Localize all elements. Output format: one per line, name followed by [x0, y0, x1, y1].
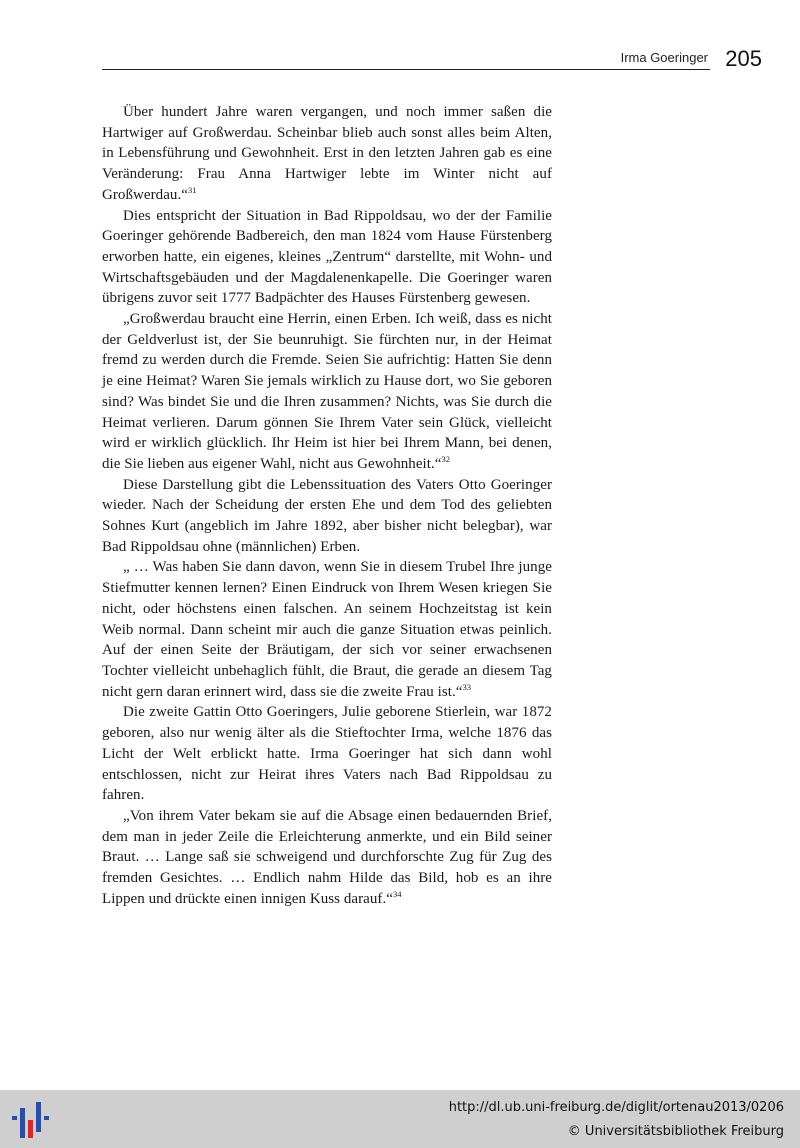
paragraph	[102, 309, 552, 475]
body-text	[102, 102, 552, 909]
paragraph	[102, 475, 552, 558]
paragraph-text: Diese Darstellung gibt die Lebenssituation des Vaters Otto Goeringer wieder. Nach der Scheidung der ersten Ehe und dem Tod des geliebten Sohnes Kurt (angeblich im Jahre 1892, aber bisher nicht belegbar), war Bad Rippoldsau ohne (männlichen) Erben.	[102, 476, 552, 555]
page-number: 205	[725, 46, 762, 71]
paragraph-text: „Von ihrem Vater bekam sie auf die Absage einen bedauernden Brief, dem man in jeder Zeile die Erleichterung anmerkte, und ein Bild seiner Braut. … Lange saß sie schweigend und durchforschte Zug für Zug des fremden Gesichtes. … Endlich nahm Hilde das Bild, hob es an ihre Lippen und drückte einen innigen Kuss darauf.“	[102, 807, 552, 907]
page-header	[102, 40, 762, 72]
footnote-ref: 32	[441, 453, 451, 464]
paragraph	[102, 806, 552, 910]
copyright-notice: © Universitätsbibliothek Freiburg	[567, 1124, 784, 1139]
paragraph	[102, 702, 552, 806]
running-head: Irma Goeringer	[620, 50, 708, 65]
paragraph-text: Die zweite Gattin Otto Goeringers, Julie geborene Stierlein, war 1872 geboren, also nur wenig älter als die Stieftochter Irma, welche 1876 das Licht der Welt erblickt hatte. Irma Goeringer hat sich dann wohl entschlossen, nicht zur Heirat ihres Vaters nach Bad Rippoldsau zu fahren.	[102, 704, 552, 804]
footnote-ref: 34	[392, 888, 402, 899]
paragraph	[102, 206, 552, 310]
footnote-ref: 33	[462, 681, 472, 692]
ub-freiburg-logo-icon[interactable]	[10, 1098, 54, 1142]
viewer-footer	[0, 1090, 800, 1148]
paragraph-text: Dies entspricht der Situation in Bad Rippoldsau, wo der der Familie Goeringer gehörende Badbereich, den man 1824 vom Hause Fürstenberg erworben hatte, ein eigenes, kleines „Zentrum“ darstellte, mit Wohn- und Wirtschaftsgebäuden und der Magdalenenkapelle. Die Goeringer waren übrigens zuvor seit 1777 Badpächter des Hauses Fürstenberg gewesen.	[102, 207, 552, 307]
paragraph-text: Über hundert Jahre waren vergangen, und noch immer saßen die Hartwiger auf Großwerdau. Scheinbar blieb auch sonst alles beim Alten, in Lebensführung und Gewohnheit. Erst in den letzten Jahren gab es eine Veränderung: Frau Anna Hartwiger lebte im Winter nicht auf Großwerdau.“	[102, 104, 552, 203]
footnote-ref: 31	[187, 184, 197, 195]
document-permalink[interactable]: http://dl.ub.uni-freiburg.de/diglit/ortenau2013/0206	[448, 1100, 784, 1115]
paragraph	[102, 557, 552, 702]
paragraph	[102, 102, 552, 206]
paragraph-text: „ … Was haben Sie dann davon, wenn Sie in diesem Trubel Ihre junge Stiefmutter kennen lernen? Einen Eindruck von Ihrem Wesen kriegen Sie nicht, oder höchstens einen falschen. An seinem Hochzeitstag ist kein Weib normal. Dann scheint mir auch die ganze Situation etwas peinlich. Auf der einen Seite der Bräutigam, der sich vor seiner erwachsenen Tochter vielleicht unbehaglich fühlt, die Braut, die gerade an diesem Tag nicht gern daran erinnert wird, dass sie die zweite Frau ist.“	[102, 559, 552, 700]
header-rule	[102, 69, 710, 70]
paragraph-text: „Großwerdau braucht eine Herrin, einen Erben. Ich weiß, dass es nicht der Geldverlust ist, der Sie beunruhigt. Sie fürchten nur, in der Heimat fremd zu werden durch die Fremde. Seien Sie aufrichtig: Hatten Sie denn je eine Heimat? Waren Sie jemals wirklich zu Hause dort, wo Sie geboren sind? Was bindet Sie und die Ihren zusammen? Nichts, was Sie durch die Heimat verlieren. Darum gönnen Sie Ihrem Vater sein Glück, vielleicht wird er wirklich glücklich. Ihr Heim ist hier bei Ihrem Mann, bei denen, die Sie lieben aus eigener Wahl, nicht aus Gewohnheit.“	[102, 311, 552, 472]
